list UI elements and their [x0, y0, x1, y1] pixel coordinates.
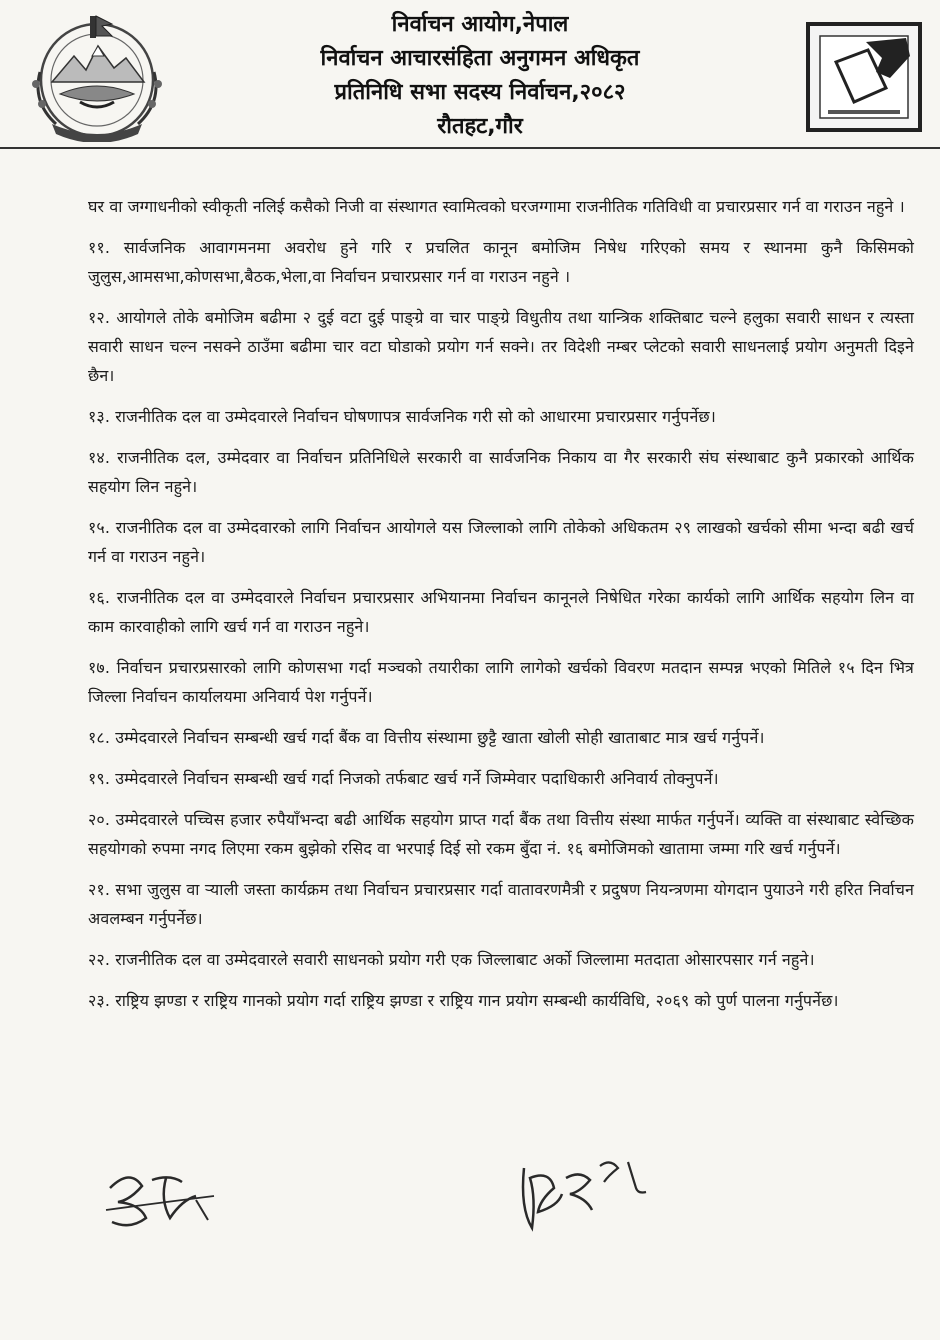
header-organization: निर्वाचन आयोग,नेपाल	[391, 12, 569, 37]
code-of-conduct-body	[88, 192, 914, 1027]
paragraph-13: १३. राजनीतिक दल वा उम्मेदवारले निर्वाचन घोषणापत्र सार्वजनिक गरी सो को आधारमा प्रचारप्रसार गर्नुपर्नेछ।	[88, 407, 716, 426]
paragraph-12: १२. आयोगले तोके बमोजिम बढीमा २ दुई वटा दुई पाङ्ग्रे वा चार पाङ्ग्रे विधुतीय तथा यान्त्रिक शक्तिबाट चल्ने हलुका सवारी साधन र त्यस्ता सवारी साधन चल्न नसक्ने ठाउँमा बढीमा चार वटा घोडाको प्रयोग गर्न सक्ने। तर विदेशी नम्बर प्लेटको सवारी साधनलाई प्रयोग अनुमती दिइने छैन।	[88, 308, 914, 385]
paragraph-22: २२. राजनीतिक दल वा उम्मेदवारले सवारी साधनको प्रयोग गरी एक जिल्लाबाट अर्को जिल्लामा मतदाता ओसारपसार गर्न नहुने।	[88, 950, 815, 969]
paragraph-18: १८. उम्मेदवारले निर्वाचन सम्बन्धी खर्च गर्दा बैंक वा वित्तीय संस्थामा छुट्टै खाता खोली सोही खाताबाट मात्र खर्च गर्नुपर्ने।	[88, 728, 765, 747]
ballot-box-icon	[806, 22, 922, 132]
handwritten-signature-icon	[100, 1160, 220, 1235]
paragraph-17: १७. निर्वाचन प्रचारप्रसारको लागि कोणसभा गर्दा मञ्चको तयारीका लागि लागेको खर्चको विवरण मतदान सम्पन्न भएको मितिले १५ दिन भित्र जिल्ला निर्वाचन कार्यालयमा अनिवार्य पेश गर्नुपर्ने।	[88, 658, 914, 706]
paragraph-19: १९. उम्मेदवारले निर्वाचन सम्बन्धी खर्च गर्दा निजको तर्फबाट खर्च गर्ने जिम्मेवार पदाधिकारी अनिवार्य तोक्नुपर्ने।	[88, 769, 719, 788]
paragraph-20: २०. उम्मेदवारले पच्चिस हजार रुपैयाँभन्दा बढी आर्थिक सहयोग प्राप्त गर्दा बैंक तथा वित्तीय संस्था मार्फत गर्नुपर्ने। व्यक्ति वा संस्थाबाट स्वेच्छिक सहयोगको रुपमा नगद लिएमा रकम बुझेको रसिद वा भरपाई दिई सो रकम बुँदा नं. १६ बमोजिमको खातामा जम्मा गरि खर्च गर्नुपर्ने।	[88, 810, 914, 858]
paragraph-intro: घर वा जग्गाधनीको स्वीकृती नलिई कसैको निजी वा संस्थागत स्वामित्वको घरजग्गामा राजनीतिक गतिविधी वा प्रचारप्रसार गर्न वा गराउन नहुने ।	[88, 197, 905, 216]
header-election: प्रतिनिधि सभा सदस्य निर्वाचन,२०८२	[334, 80, 626, 105]
document-header	[220, 8, 740, 144]
header-divider	[0, 147, 940, 149]
header-office: निर्वाचन आचारसंहिता अनुगमन अधिकृत	[320, 46, 640, 71]
paragraph-23: २३. राष्ट्रिय झण्डा र राष्ट्रिय गानको प्रयोग गर्दा राष्ट्रिय झण्डा र राष्ट्रिय गान प्रयोग सम्बन्धी कार्यविधि, २०६९ को पुर्ण पालना गर्नुपर्नेछ।	[88, 991, 839, 1010]
paragraph-16: १६. राजनीतिक दल वा उम्मेदवारले निर्वाचन प्रचारप्रसार अभियानमा निर्वाचन कानूनले निषेधित गरेका कार्यको लागि आर्थिक सहयोग लिन वा काम कारवाहीको लागि खर्च गर्न वा गराउन नहुने।	[88, 588, 914, 636]
paragraph-21: २१. सभा जुलुस वा र्‍याली जस्ता कार्यक्रम तथा निर्वाचन प्रचारप्रसार गर्दा वातावरणमैत्री र प्रदुषण नियन्त्रणमा योगदान पुयाउने गरी हरित निर्वाचन अवलम्बन गर्नुपर्नेछ।	[88, 880, 914, 928]
nepal-emblem-icon	[22, 12, 172, 142]
paragraph-15: १५. राजनीतिक दल वा उम्मेदवारको लागि निर्वाचन आयोगले यस जिल्लाको लागि तोकेको अधिकतम २९ लाखको खर्चको सीमा भन्दा बढी खर्च गर्न वा गराउन नहुने।	[88, 518, 914, 566]
paragraph-11: ११. सार्वजनिक आवागमनमा अवरोध हुने गरि र प्रचलित कानून बमोजिम निषेध गरिएको समय र स्थानमा कुनै किसिमको जुलुस,आमसभा,कोणसभा,बैठक,भेला,वा निर्वाचन प्रचारप्रसार गर्न वा गराउन नहुने ।	[88, 238, 914, 286]
header-location: रौतहट,गौर	[437, 114, 523, 139]
paragraph-14: १४. राजनीतिक दल, उम्मेदवार वा निर्वाचन प्रतिनिधिले सरकारी वा सार्वजनिक निकाय वा गैर सरकारी संघ संस्थाबाट कुनै प्रकारको आर्थिक सहयोग लिन नहुने।	[88, 448, 914, 496]
handwritten-signature-icon	[510, 1148, 660, 1238]
